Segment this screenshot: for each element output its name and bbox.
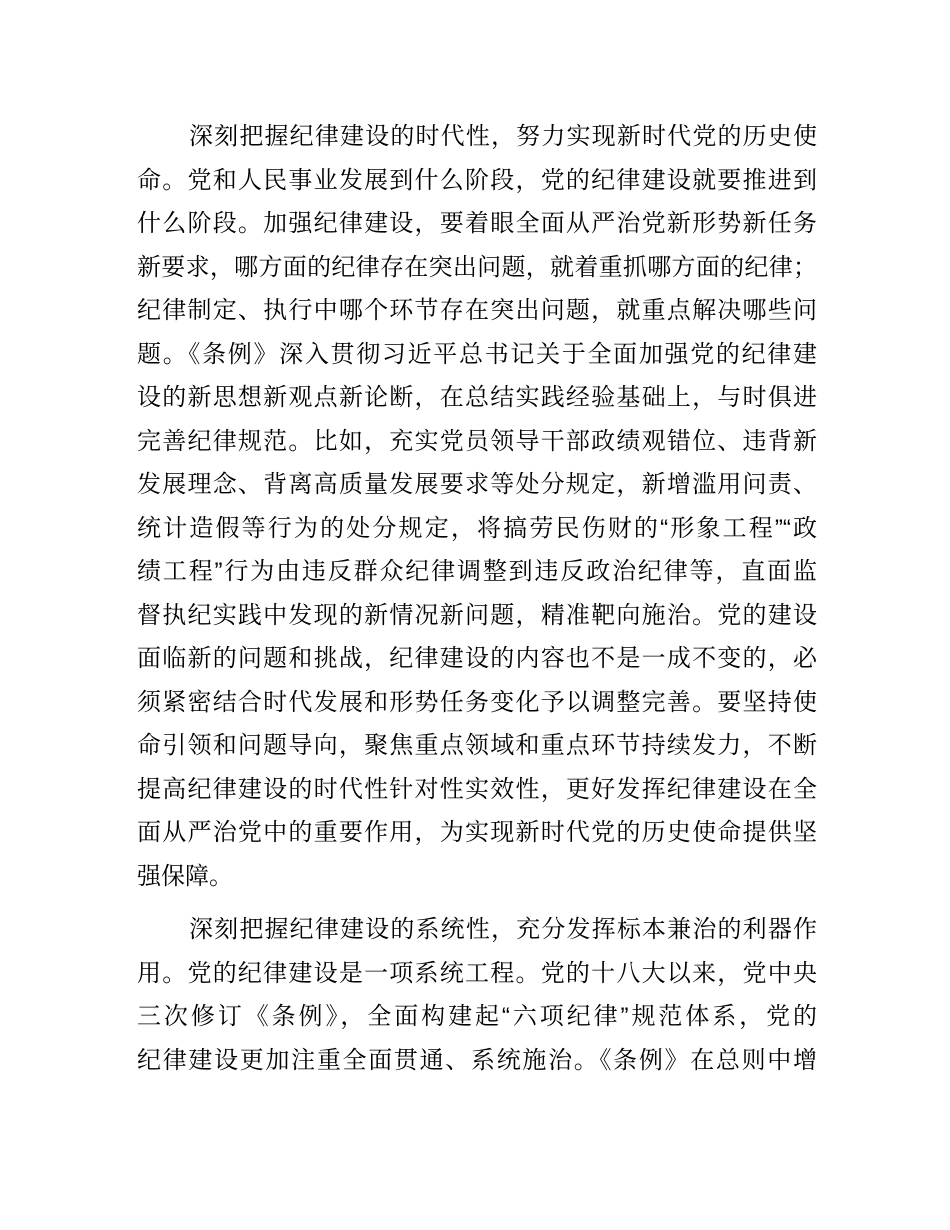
text-line: 面临新的问题和挑战，纪律建设的内容也不是一成不变的，必 — [137, 645, 817, 672]
text-line: 深刻把握纪律建设的系统性，充分发挥标本兼治的利器作 — [189, 916, 817, 943]
text-line: 完善纪律规范。比如，充实党员领导干部政绩观错位、违背新 — [137, 427, 817, 455]
text-line: 命引领和问题导向，聚焦重点领域和重点环节持续发力，不断 — [137, 732, 817, 759]
text-line: 督执纪实践中发现的新情况新问题，精准靶向施治。党的建设 — [137, 601, 817, 629]
text-line: 纪律建设更加注重全面贯通、系统施治。《条例》在总则中增 — [137, 1046, 817, 1074]
text-line: 强保障。 — [137, 862, 233, 890]
text-line: 发展理念、背离高质量发展要求等处分规定，新增滥用问责、 — [137, 471, 817, 498]
paragraph — [137, 908, 817, 1082]
text-line: 统计造假等行为的处分规定，将搞劳民伤财的“形象工程”“政 — [137, 514, 817, 542]
text-line: 绩工程”行为由违反群众纪律调整到违反政治纪律等，直面监 — [137, 558, 817, 585]
text-line: 面从严治党中的重要作用，为实现新时代党的历史使命提供坚 — [137, 819, 817, 846]
text-line: 题。《条例》深入贯彻习近平总书记关于全面加强党的纪律建 — [137, 340, 817, 368]
text-line: 命。党和人民事业发展到什么阶段，党的纪律建设就要推进到 — [137, 166, 817, 194]
paragraph — [137, 115, 817, 898]
text-line: 新要求，哪方面的纪律存在突出问题，就着重抓哪方面的纪律； — [137, 253, 817, 281]
text-line: 三次修订《条例》，全面构建起“六项纪律”规范体系，党的 — [137, 1003, 817, 1030]
text-line: 深刻把握纪律建设的时代性，努力实现新时代党的历史使 — [189, 123, 817, 150]
text-line: 什么阶段。加强纪律建设，要着眼全面从严治党新形势新任务 — [137, 210, 817, 237]
text-line: 提高纪律建设的时代性针对性实效性，更好发挥纪律建设在全 — [137, 775, 817, 803]
text-line: 纪律制定、执行中哪个环节存在突出问题，就重点解决哪些问 — [137, 297, 817, 324]
document-body — [137, 115, 817, 1092]
text-line: 用。党的纪律建设是一项系统工程。党的十八大以来，党中央 — [137, 959, 817, 987]
text-line: 须紧密结合时代发展和形势任务变化予以调整完善。要坚持使 — [137, 688, 817, 716]
text-line: 设的新思想新观点新论断，在总结实践经验基础上，与时俱进 — [137, 384, 817, 411]
